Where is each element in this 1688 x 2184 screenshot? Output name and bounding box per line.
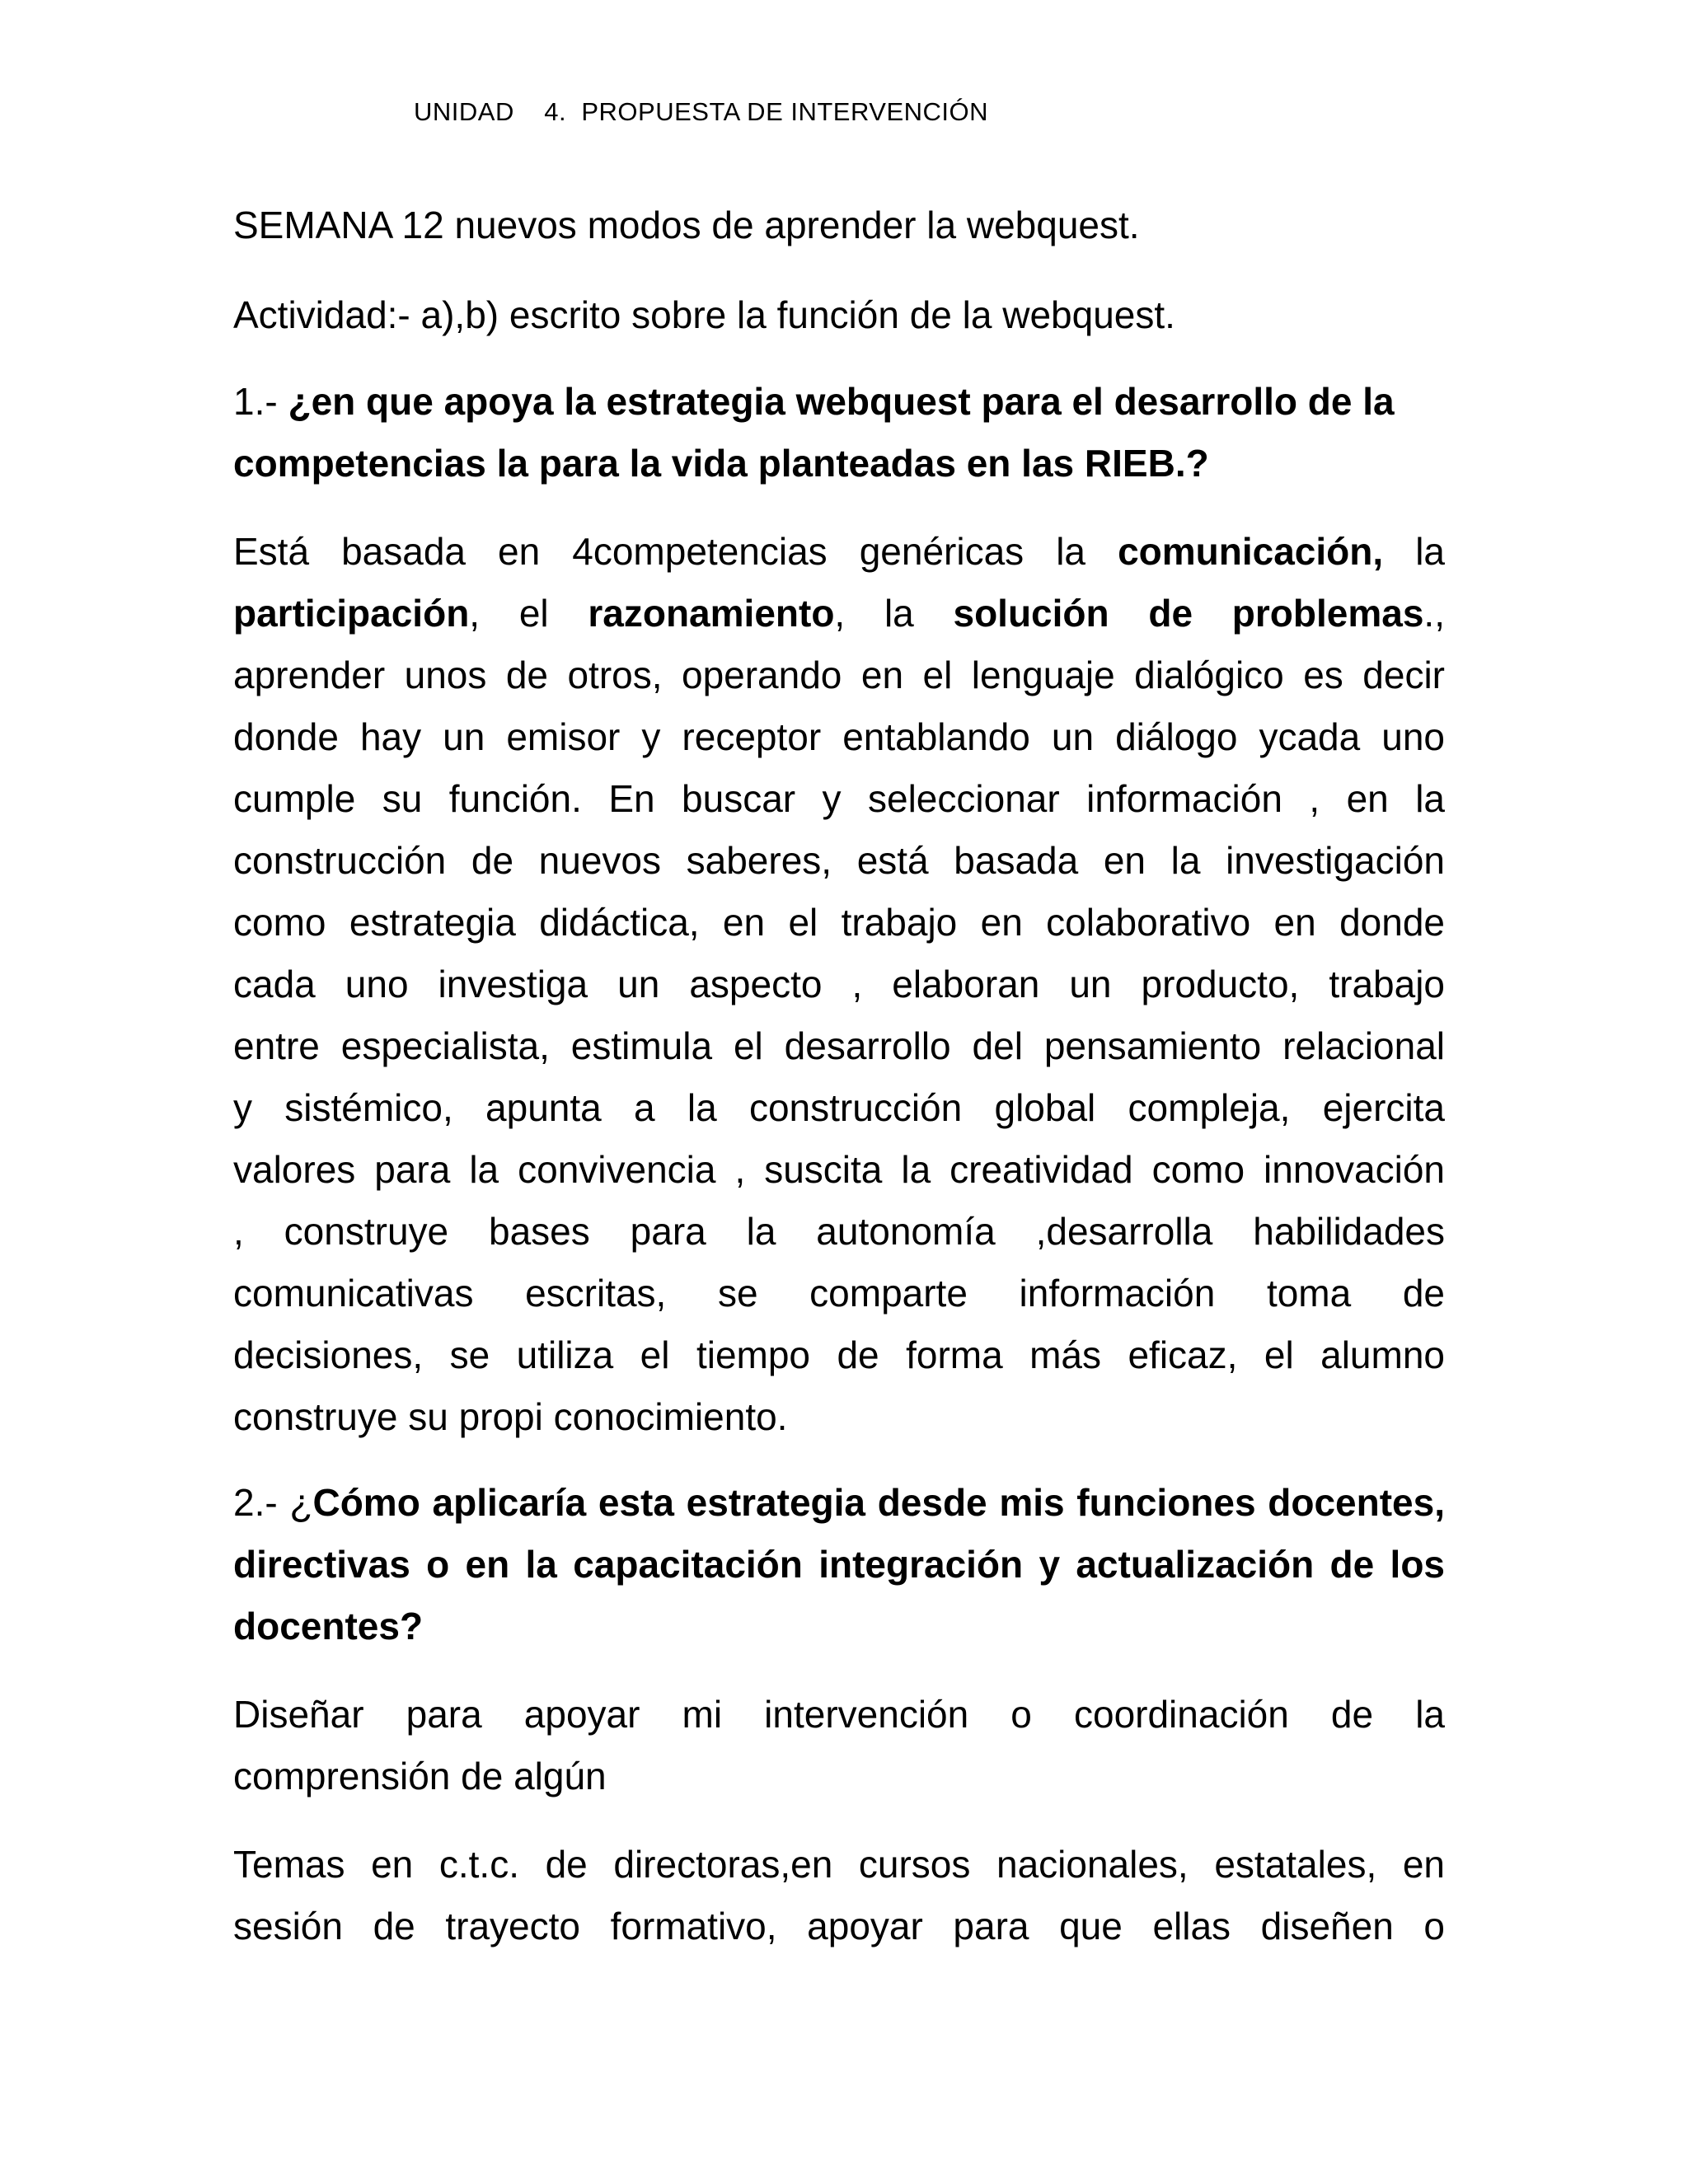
answer-1-line-4: donde hay un emisor y receptor entablando un diálogo ycada uno (233, 715, 1445, 758)
answer-1-text: , la (834, 592, 914, 635)
question-2-text-3: docentes? (233, 1605, 424, 1647)
answer-1-line-9: entre especialista, estimula el desarrollo del pensamiento relacional (233, 1024, 1445, 1067)
question-2 (233, 1472, 1445, 1657)
answer-1-line-13: comunicativas escritas, se comparte información toma de (233, 1272, 1445, 1315)
question-2-line-2 (233, 1534, 1445, 1596)
answer-1-line-12: , construye bases para la autonomía ,desarrolla habilidades (233, 1210, 1445, 1253)
answer-2-p1-line-1: Diseñar para apoyar mi intervención o coordinación de la (233, 1693, 1445, 1736)
question-1-number: 1.- (233, 380, 278, 423)
answer-1-bold-term: solución de problemas (953, 592, 1424, 635)
answer-1-line-14: decisiones, se utiliza el tiempo de forma más eficaz, el alumno (233, 1333, 1445, 1376)
answer-1-text: , el (469, 592, 549, 635)
activity-description: Actividad:- a),b) escrito sobre la función de la webquest. (233, 293, 1175, 336)
answer-2-paragraph-1 (233, 1684, 1445, 1807)
answer-1-bold-term: comunicación, (1118, 530, 1384, 573)
answer-1-text: ., (1423, 592, 1445, 635)
answer-2-p1-line-2: comprensión de algún (233, 1755, 607, 1797)
answer-1-text: Está basada en 4competencias genéricas la (233, 530, 1086, 573)
question-2-number: 2.- ¿ (233, 1481, 313, 1524)
answer-1-bold-term: razonamiento (588, 592, 835, 635)
answer-1-line-2 (233, 583, 1445, 644)
answer-2-p2-line-2: sesión de trayecto formativo, apoyar para que ellas diseñen o (233, 1905, 1445, 1947)
answer-2-paragraph-2 (233, 1834, 1445, 1957)
answer-1-text: la (1415, 530, 1445, 573)
answer-1-line-1 (233, 521, 1445, 583)
answer-1-line-11: valores para la convivencia , suscita la creatividad como innovación (233, 1148, 1445, 1191)
answer-1 (233, 521, 1445, 1448)
answer-1-line-8: cada uno investiga un aspecto , elaboran un producto, trabajo (233, 963, 1445, 1005)
week-title: SEMANA 12 nuevos modos de aprender la webquest. (233, 204, 1140, 246)
answer-1-bold-term: participación (233, 592, 470, 635)
activity-line (233, 284, 1445, 346)
question-1-text-2: competencias la para la vida planteadas en las RIEB.? (233, 442, 1209, 485)
answer-2-p2-line-1: Temas en c.t.c. de directoras,en cursos nacionales, estatales, en (233, 1843, 1445, 1886)
week-line (233, 194, 1445, 256)
answer-1-line-3: aprender unos de otros, operando en el lenguaje dialógico es decir (233, 654, 1445, 696)
question-1-text-1: ¿en que apoya la estrategia webquest para el desarrollo de la (288, 380, 1395, 423)
answer-1-line-5: cumple su función. En buscar y seleccionar información , en la (233, 777, 1445, 820)
page-header: UNIDAD 4. PROPUESTA DE INTERVENCIÓN (414, 97, 989, 126)
question-1 (233, 371, 1445, 494)
question-2-text-1: Cómo aplicaría esta estrategia desde mis funciones docentes, (312, 1481, 1445, 1524)
answer-1-line-6: construcción de nuevos saberes, está basada en la investigación (233, 839, 1445, 882)
question-2-line-1 (233, 1472, 1445, 1534)
answer-1-line-15: construye su propi conocimiento. (233, 1395, 788, 1438)
answer-1-line-7: como estrategia didáctica, en el trabajo en colaborativo en donde (233, 901, 1445, 944)
question-1-line-1 (233, 371, 1445, 433)
question-2-text-2: directivas o en la capacitación integración y actualización de los (233, 1543, 1445, 1586)
question-1-line-2 (233, 433, 1445, 494)
question-2-line-3 (233, 1596, 1445, 1657)
answer-1-line-10: y sistémico, apunta a la construcción global compleja, ejercita (233, 1086, 1445, 1129)
